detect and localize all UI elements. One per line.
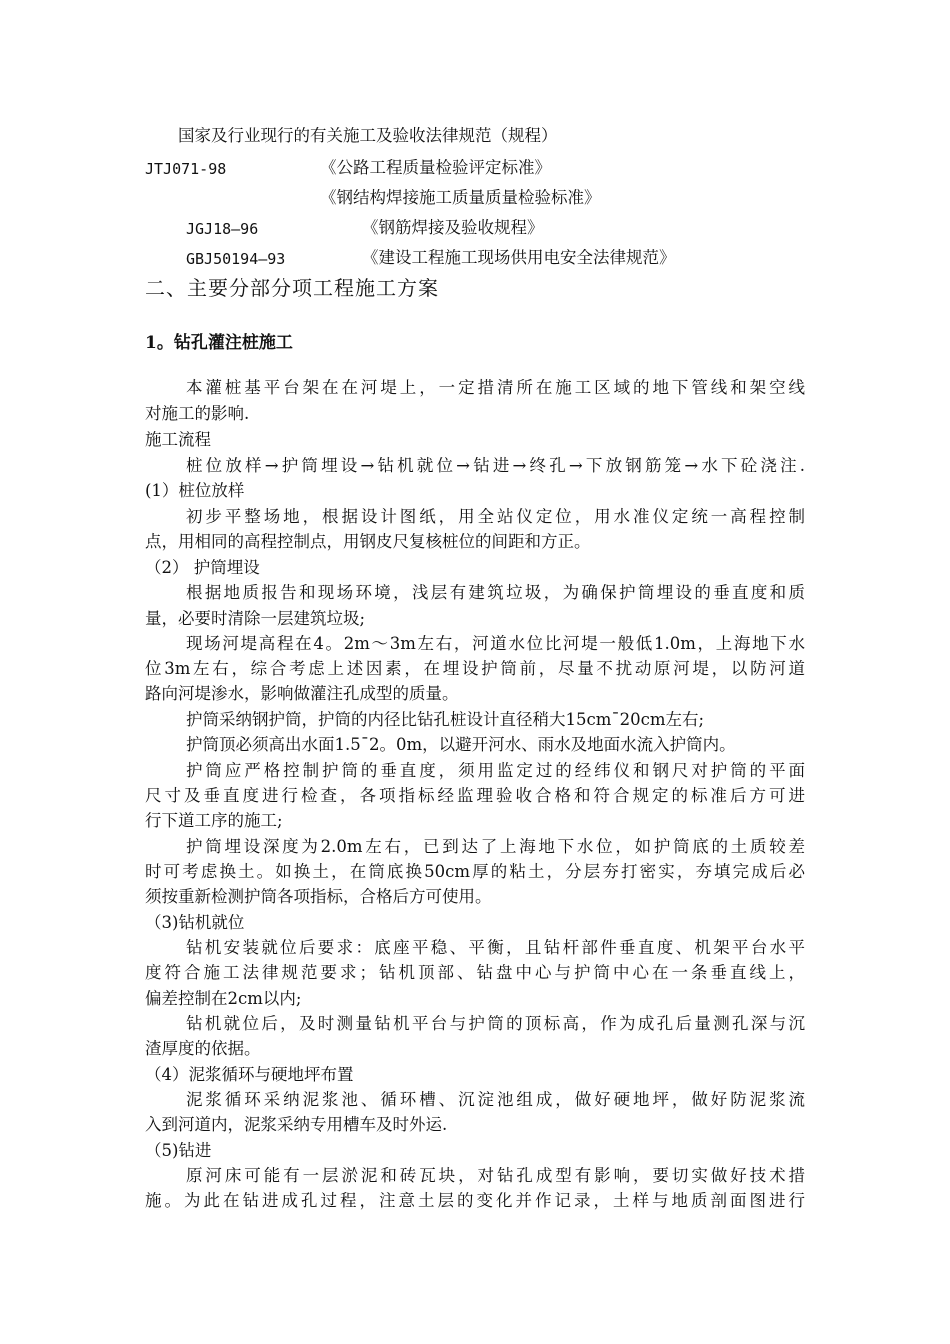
body-line: 施。为此在钻进成孔过程，注意土层的变化并作记录，土样与地质剖面图进行 — [145, 1191, 805, 1210]
item-heading: （4）泥浆循环与硬地坪布置 — [145, 1065, 354, 1084]
body-line: 泥浆循环采纳泥浆池、循环槽、沉淀池组成，做好硬地坪，做好防泥浆流 — [186, 1090, 805, 1109]
body-line: 偏差控制在2cm以内; — [145, 989, 302, 1008]
standard-code-3: JGJ18—96 — [186, 220, 259, 238]
body-line: 现场河堤高程在4。2m～3m左右，河道水位比河堤一般低1.0m，上海地下水 — [186, 634, 805, 653]
body-line: 护筒采纳钢护筒，护筒的内径比钻孔桩设计直径稍大15cm¯20cm左右; — [186, 710, 705, 729]
body-line: 钻机就位后，及时测量钻机平台与护筒的顶标高，作为成孔后量测孔深与沉 — [186, 1014, 805, 1033]
item-heading: (1）桩位放样 — [145, 481, 245, 500]
standard-title-1: 《公路工程质量检验评定标准》 — [320, 158, 551, 177]
body-line: 尺寸及垂直度进行检查，各项指标经监理验收合格和符合规定的标准后方可进 — [145, 786, 805, 805]
body-line: 路向河堤渗水，影响做灌注孔成型的质量。 — [145, 684, 459, 703]
standards-intro: 国家及行业现行的有关施工及验收法律规范（规程） — [178, 126, 558, 145]
body-line: 本灌桩基平台架在在河堤上，一定措清所在施工区域的地下管线和架空线 — [186, 378, 805, 397]
body-line: 点，用相同的高程控制点，用钢皮尺复核桩位的间距和方正。 — [145, 532, 591, 551]
body-line: 行下道工序的施工; — [145, 811, 283, 830]
standard-code-4: GBJ50194—93 — [186, 250, 286, 268]
body-line: 入到河道内，泥浆采纳专用槽车及时外运. — [145, 1115, 448, 1134]
body-line: 护筒埋设深度为2.0m左右，已到达了上海地下水位，如护筒底的土质较差 — [186, 837, 805, 856]
body-line: 根据地质报告和现场环境，浅层有建筑垃圾，为确保护筒埋设的垂直度和质 — [186, 583, 805, 602]
section-title: 二、主要分部分项工程施工方案 — [145, 276, 439, 300]
standard-title-3: 《钢筋焊接及验收规程》 — [362, 218, 544, 237]
body-line: 施工流程 — [145, 430, 211, 449]
body-line: 对施工的影响. — [145, 404, 250, 423]
subsection-title: 1。钻孔灌注桩施工 — [145, 333, 293, 353]
body-line: 量，必要时清除一层建筑垃圾; — [145, 609, 366, 628]
body-line: 时可考虑换土。如换土，在筒底换50cm厚的粘土，分层夯打密实，夯填完成后必 — [145, 862, 805, 881]
item-heading: （2） 护筒埋设 — [145, 558, 260, 577]
body-line: 渣厚度的依据。 — [145, 1039, 261, 1058]
body-line: 护筒应严格控制护筒的垂直度，须用监定过的经纬仪和钢尺对护筒的平面 — [186, 761, 805, 780]
body-line: 度符合施工法律规范要求；钻机顶部、钻盘中心与护筒中心在一条垂直线上， — [145, 963, 805, 982]
body-line: 原河床可能有一层淤泥和砖瓦块，对钻孔成型有影响，要切实做好技术措 — [186, 1166, 805, 1185]
standard-code-1: JTJ071-98 — [145, 160, 227, 178]
item-heading: （3)钻机就位 — [145, 913, 245, 932]
standard-title-4: 《建设工程施工现场供用电安全法律规范》 — [362, 248, 676, 267]
body-line: 初步平整场地，根据设计图纸，用全站仪定位，用水准仪定统一高程控制 — [186, 507, 805, 526]
standard-title-2: 《钢结构焊接施工质量质量检验标准》 — [320, 188, 601, 207]
body-line: 护筒顶必须高出水面1.5¯2。0m，以避开河水、雨水及地面水流入护筒内。 — [186, 735, 736, 754]
body-line: 钻机安装就位后要求：底座平稳、平衡，且钻杆部件垂直度、机架平台水平 — [186, 938, 805, 957]
body-line: 桩位放样→护筒埋设→钻机就位→钻进→终孔→下放钢筋笼→水下砼浇注. — [186, 456, 805, 475]
body-line: 须按重新检测护筒各项指标，合格后方可使用。 — [145, 887, 492, 906]
item-heading: （5)钻进 — [145, 1141, 212, 1160]
body-line: 位3m左右，综合考虑上述因素，在埋设护筒前，尽量不扰动原河堤，以防河道 — [145, 659, 805, 678]
